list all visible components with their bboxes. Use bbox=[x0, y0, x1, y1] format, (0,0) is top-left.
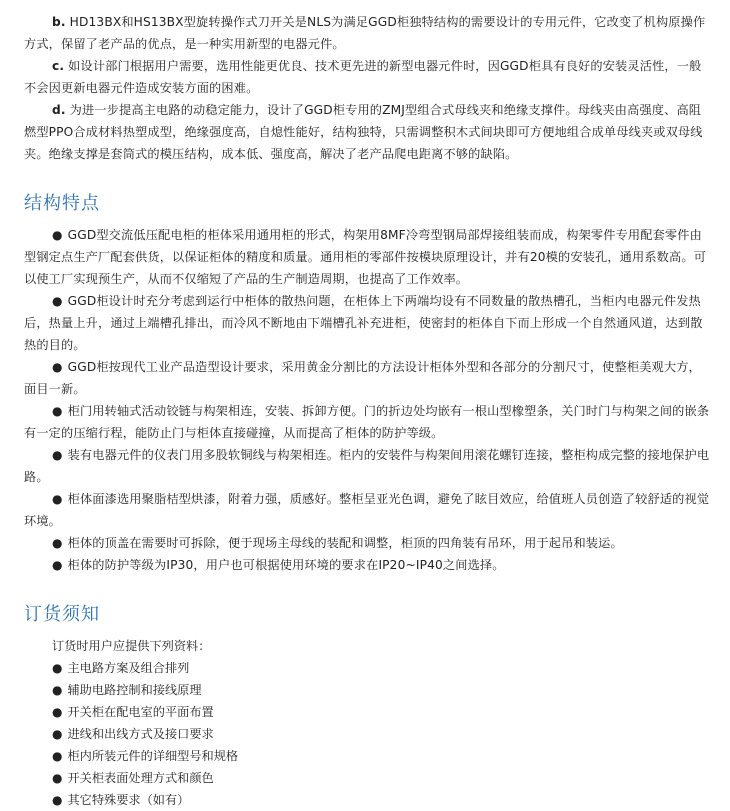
bullet-icon: ● bbox=[52, 661, 63, 675]
list-item bbox=[0, 400, 730, 444]
bullet-icon: ● bbox=[52, 793, 63, 807]
list-item bbox=[0, 679, 730, 701]
ordering-intro: 订货时用户应提供下列资料： bbox=[52, 639, 211, 653]
intro-paragraph-d bbox=[0, 99, 730, 165]
features-heading: 结构特点 bbox=[24, 193, 100, 214]
list-item bbox=[0, 224, 730, 290]
intro-paragraph-c bbox=[0, 55, 730, 99]
paragraph-lead: b. bbox=[52, 15, 66, 29]
bullet-icon: ● bbox=[52, 705, 63, 719]
paragraph-lead: c. bbox=[52, 59, 65, 73]
bullet-icon: ● bbox=[52, 228, 63, 242]
paragraph-text: 如设计部门根据用户需要，选用性能更优良、技术更先进的新型电器元件时，因GGD柜具有良好的安装灵活性，一般不会因更新电器元件造成安装方面的困难。 bbox=[24, 59, 702, 95]
intro-paragraph-b bbox=[0, 11, 730, 55]
list-item bbox=[0, 745, 730, 767]
ordering-section bbox=[0, 635, 730, 811]
list-item bbox=[0, 657, 730, 679]
list-item-text: 柜内所装元件的详细型号和规格 bbox=[67, 749, 239, 763]
bullet-icon: ● bbox=[52, 294, 63, 308]
list-item-text: 柜体的防护等级为IP30，用户也可根据使用环境的要求在IP20~IP40之间选择。 bbox=[67, 558, 505, 572]
bullet-icon: ● bbox=[52, 536, 63, 550]
list-item-text: 柜体的顶盖在需要时可拆除，便于现场主母线的装配和调整，柜顶的四角装有吊环，用于起吊和装运。 bbox=[67, 536, 623, 550]
bullet-icon: ● bbox=[52, 683, 63, 697]
list-item-text: 开关柜在配电室的平面布置 bbox=[67, 705, 214, 719]
bullet-icon: ● bbox=[52, 558, 63, 572]
list-item bbox=[0, 789, 730, 811]
bullet-icon: ● bbox=[52, 771, 63, 785]
list-item bbox=[0, 290, 730, 356]
list-item bbox=[0, 444, 730, 488]
list-item-text: GGD柜设计时充分考虑到运行中柜体的散热问题，在柜体上下两端均设有不同数量的散热槽孔，当柜内电器元件发热后，热量上升，通过上端槽孔排出，而冷风不断地由下端槽孔补充进柜，使密封的柜体自下而上形成一个自然通风道，达到散热的目的。 bbox=[24, 294, 703, 352]
bullet-icon: ● bbox=[52, 404, 63, 418]
list-item-text: 装有电器元件的仪表门用多股软铜线与构架相连。柜内的安装件与构架间用滚花螺钉连接，整柜构成完整的接地保护电路。 bbox=[24, 448, 710, 484]
list-item bbox=[0, 488, 730, 532]
list-item-text: 开关柜表面处理方式和颜色 bbox=[67, 771, 214, 785]
bullet-icon: ● bbox=[52, 727, 63, 741]
list-item bbox=[0, 701, 730, 723]
bullet-icon: ● bbox=[52, 492, 63, 506]
list-item bbox=[0, 767, 730, 789]
intro-section bbox=[0, 0, 730, 165]
paragraph-text: HD13BX和HS13BX型旋转操作式刀开关是NLS为满足GGD柜独特结构的需要设计的专用元件，它改变了机构原操作方式，保留了老产品的优点，是一种实用新型的电器元件。 bbox=[24, 15, 706, 51]
bullet-icon: ● bbox=[52, 448, 63, 462]
list-item bbox=[0, 356, 730, 400]
list-item-text: 进线和出线方式及接口要求 bbox=[67, 727, 214, 741]
list-item-text: 主电路方案及组合排列 bbox=[67, 661, 190, 675]
paragraph-lead: d. bbox=[52, 103, 66, 117]
list-item-text: 柜门用转轴式活动铰链与构架相连，安装、拆卸方便。门的折边处均嵌有一根山型橡塑条，关门时门与构架之间的嵌条有一定的压缩行程，能防止门与柜体直接碰撞，从而提高了柜体的防护等级。 bbox=[24, 404, 710, 440]
ordering-heading: 订货须知 bbox=[24, 604, 100, 625]
list-item bbox=[0, 723, 730, 745]
bullet-icon: ● bbox=[52, 360, 63, 374]
list-item-text: GGD柜按现代工业产品造型设计要求，采用黄金分割比的方法设计柜体外型和各部分的分割尺寸，使整柜美观大方，面目一新。 bbox=[24, 360, 701, 396]
features-list bbox=[0, 224, 730, 576]
list-item-text: 柜体面漆选用聚脂桔型烘漆，附着力强，质感好。整柜呈亚光色调，避免了眩目效应，给值班人员创造了较舒适的视觉环境。 bbox=[24, 492, 710, 528]
list-item-text: 辅助电路控制和接线原理 bbox=[67, 683, 202, 697]
paragraph-text: 为进一步提高主电路的动稳定能力，设计了GGD柜专用的ZMJ型组合式母线夹和绝缘支撑件。母线夹由高强度、高阻燃型PPO合成材料热塑成型，绝缘强度高，自熄性能好，结构独特，只需调整积木式间块即可方便地组合成单母线夹或双母线夹。绝缘支撑是套筒式的模压结构，成本低、强度高，解决了老产品爬电距离不够的缺陷。 bbox=[24, 103, 703, 161]
list-item bbox=[0, 554, 730, 576]
list-item-text: 其它特殊要求（如有） bbox=[67, 793, 190, 807]
list-item-text: GGD型交流低压配电柜的柜体采用通用柜的形式，构架用8MF冷弯型钢局部焊接组装而成，构架零件专用配套零件由型钢定点生产厂配套供货，以保证柜体的精度和质量。通用柜的零部件按模块原理设计，并有20模的安装孔，通用系数高。可以使工厂实现预生产，从而不仅缩短了产品的生产制造周期，也提高了工作效率。 bbox=[24, 228, 707, 286]
bullet-icon: ● bbox=[52, 749, 63, 763]
list-item bbox=[0, 532, 730, 554]
